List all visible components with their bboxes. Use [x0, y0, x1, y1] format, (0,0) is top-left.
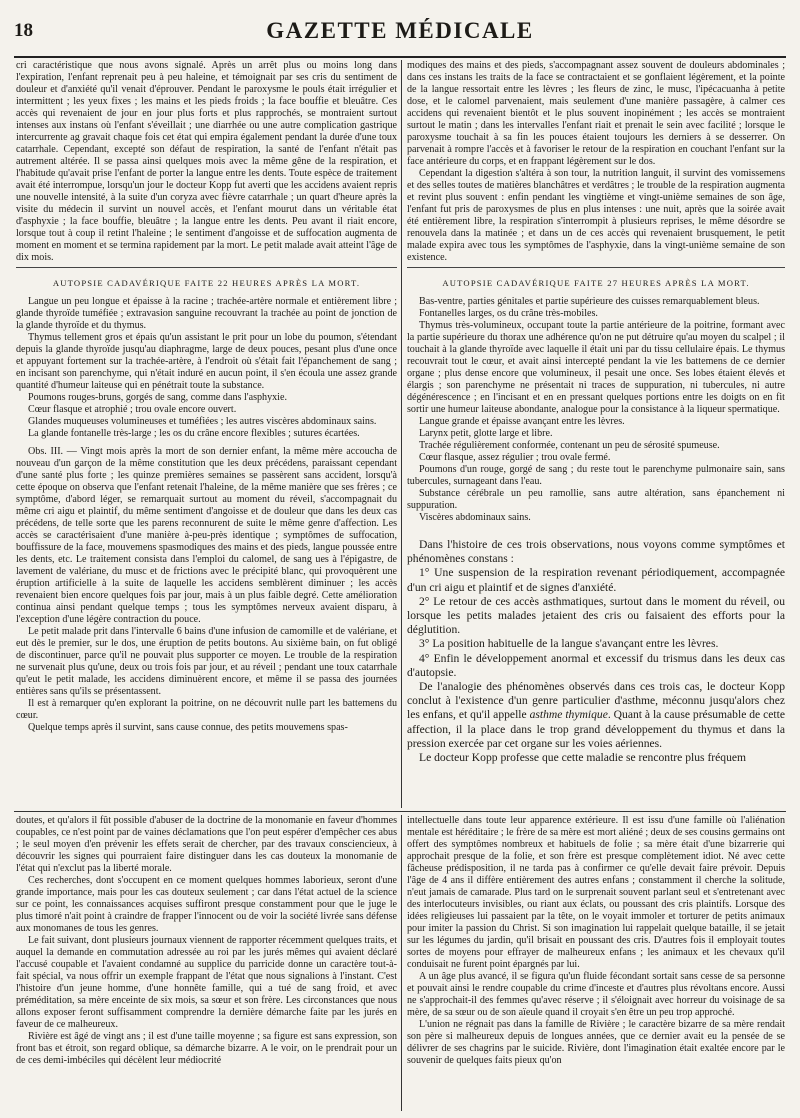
autopsy-heading: AUTOPSIE CADAVÉRIQUE FAITE 27 HEURES APRÈS LA MORT. [442, 278, 750, 288]
article-paragraph: Rivière est âgé de vingt ans ; il est d'une taille moyenne ; sa figure est sans expression, son front bas et étroit, son regard oblique, sa démarche bizarre. A le voir, on le prendrait pour un de ces demi-imbéciles qui décèlent leur médiocrité [16, 1031, 397, 1066]
autopsy-finding: Bas-ventre, parties génitales et partie supérieure des cuisses remarquablement bleus. [419, 296, 760, 307]
autopsy-finding: Cœur flasque, assez régulier ; trou ovale fermé. [419, 452, 611, 463]
page-number: 18 [14, 20, 33, 41]
autopsy-finding: Trachée régulièrement conformée, contenant un peu de sérosité spumeuse. [419, 440, 720, 451]
autopsy-finding: Cœur flasque et atrophié ; trou ovale encore ouvert. [28, 404, 237, 415]
column-divider [401, 60, 402, 808]
column-divider [401, 815, 402, 1111]
symptom-item: 3° La position habituelle de la langue s'avançant entre les lèvres. [419, 637, 719, 651]
summary-intro: Dans l'histoire de ces trois observations, nous voyons comme symptômes et phénomènes constans : [407, 538, 785, 566]
autopsy-finding: Viscères abdominaux sains. [419, 512, 531, 523]
conclusion-paragraph [407, 680, 785, 751]
autopsy-heading: AUTOPSIE CADAVÉRIQUE FAITE 22 HEURES APRÈS LA MORT. [52, 278, 361, 288]
closing-paragraph: Le docteur Kopp professe que cette maladie se rencontre plus fréquem [419, 751, 747, 765]
article-paragraph: Le fait suivant, dont plusieurs journaux viennent de rapporter récemment quelques traits, et auquel la demande en commutation adressée au roi par les jurés mêmes qui avaient déclaré l'accusé coupable et l'avaient condamné au supplice du parricide donne un caractère tout-à-fait spécial, va nous offrir un exemple frappant de l'état que nous signalions à l'instant. C'est l'histoire d'un jeune homme, d'une honnête famille, qui a tué de sang froid, et avec préméditation, sa mère enceinte de six mois, sa sœur et son frère. Les circonstances que nous allons exposer feront suffisamment comprendre la dernière démarche faite par les jurés en faveur de ce malheureux. [16, 935, 397, 1030]
autopsy-finding: Thymus tellement gros et épais qu'un assistant le prit pour un lobe du poumon, s'étendant depuis la glande thyroïde jusqu'au diaphragme, large de deux pouces, pesant plus d'une once et appuyant fortement sur la trachée-artère, à l'endroit où s'était fait l'épanchement de sang ; en incisant son parenchyme, qui n'était induré en aucun point, il s'en écoula une assez grande quantité d'humeur laiteuse qui en pénétrait toute la substance. [16, 332, 397, 391]
symptom-item: 4° Enfin le développement anormal et excessif du trismus dans les deux cas d'autopsie. [407, 651, 785, 679]
case-paragraph: cri caractéristique que nous avons signalé. Après un arrêt plus ou moins long dans l'expiration, l'enfant reprenait peu à peu haleine, et témoignait par ses cris du sentiment de douleur et d'anxiété qu'il venait d'éprouver. Pendant le paroxysme le pouls était irrégulier et intermittent ; les yeux fixes ; les mains et les pieds froids ; la face bouffie et bleuâtre. Ces accès qui revenaient de jour en jour plus forts et plus rapprochés, se montraient surtout intenses aux instans où l'enfant s'éveillait ; une diarrhée ou une autre complication gastrique intercurrente ag gravait chaque fois cet état qui empira également pendant la durée d'une toux catarrhale. Cependant, excepté son défaut de respiration, la santé de l'enfant n'était pas autrement altérée. Il se passa ainsi quelques mois avec la même gêne de la respiration, et l'habitude qu'avait prise l'enfant de porter la langue entre les dents. Toute espèce de traitement avait été interrompue, lorsqu'un jour le docteur Kopp fut averti que les accidens avaient repris une nouvelle intensité, à la suite d'un coryza avec fièvre catarrhale ; un quart d'heure après la visite du médecin il survint un nouvel accès, et l'enfant mourut dans un véritable état d'asphyxie ; la face bouffie, bleuâtre ; la langue entre les dents. Peu avant il riait encore, lorsque tout à coup il retint l'haleine ; le sentiment d'angoisse et de suffocation augmenta de moment en moment et se termina rapidement par la mort. Le petit malade avait atteint l'âge de dix mois. [16, 60, 397, 263]
symptom-item: 2° Le retour de ces accès asthmatiques, surtout dans le moment du réveil, ou lorsque les petits malades jetaient des cris ou faisaient des efforts pour la déglutition. [407, 594, 785, 637]
column-left-top [16, 60, 397, 808]
symptom-item: 1° Une suspension de la respiration revenant périodiquement, accompagnée d'un cri aigu et plaintif et de signes d'anxiété. [407, 566, 785, 594]
column-right-bottom [407, 815, 785, 1111]
article-paragraph: Ces recherches, dont s'occupent en ce moment quelques hommes laborieux, seront d'une grande importance, mais pour les cas douteux seulement ; car dans l'état actuel de la science sur ce point, les connaissances acquises suffiront presque constamment pour que le juge le plus timoré n'ait point à craindre de frapper l'innocent ou de voir la société livrée sans défense aux monomanes de tous les genres. [16, 875, 397, 934]
autopsy-finding: Poumons d'un rouge, gorgé de sang ; du reste tout le parenchyme pulmonaire sain, sans tubercules, surnageant dans l'eau. [407, 464, 785, 487]
autopsy-finding: Fontanelles larges, os du crâne très-mobiles. [419, 308, 598, 319]
case-paragraph: modiques des mains et des pieds, s'accompagnant assez souvent de douleurs abdominales ; dans ces instans les traits de la face se contractaient et se gonflaient légèrement, et la pointe de la langue ressortait entre les lèvres ; les fleurs de zinc, le musc, l'ipécacuanha à petite dose, et le calomel parvenaient, mais seulement d'une manière passagère, à calmer ces accidens qui revenaient bientôt et le plus souvent inopinément ; les accès se montraient surtout le matin ; dans les intervalles l'enfant riait et prenait le sein avec facilité ; lorsque le paroxysme touchait à sa fin les pouces étaient toujours les derniers à se desserrer. On parvenait à rompre l'accès et à favoriser le retour de la respiration en couchant l'enfant sur la face antérieure du corps, et en frappant légèrement sur le dos. [407, 60, 785, 167]
section-rule [16, 267, 397, 268]
conclusion-text: De l'analogie des phénomènes observés dans ces trois cas, le docteur Kopp conclut à l'existence d'un genre particulier d'asthme, méconnu jusqu'alors chez les enfans, et qu'il appelle [407, 680, 785, 722]
autopsy-finding: Substance cérébrale un peu ramollie, sans autre altération, sans épanchement ni suppuration. [407, 488, 785, 511]
autopsy-finding: Langue grande et épaisse avançant entre les lèvres. [419, 416, 625, 427]
observation-paragraph: Obs. III. — Vingt mois après la mort de son dernier enfant, la même mère accoucha de nouveau d'un garçon de la même constitution que les deux précédens, paraissant cependant d'une santé plus forte ; les quinze premières semaines se passèrent sans accident, lorsqu'à cette époque on observa que l'enfant retenait l'haleine, de la même manière que ses frères ; ce symptôme, d'abord léger, se remarquait surtout au moment du réveil, s'accompagnait du même cri aigu et plaintif, du même sentiment d'angoisse et de douleur que dans les deux cas précédens, de telle sorte que les parens reconnurent de suite le même genre d'affection. Les accès se caractérisaient d'une manière à-peu-près identique ; symptômes de suffocation, bouffissure de la face, mouvemens spasmodiques des mains et des pieds, langue poussée entre les dents, etc. Le traitement consista dans l'emploi du calomel, de sang ues à l'épigastre, de lavement de valériane, du musc et de frictions avec le précipité blanc, qui provoquèrent une éruption artificielle à la suite de laquelle les accidens semblèrent diminuer ; les accès revenaient bien encore quelques fois par jour, mais à un plus faible degré. Cette amélioration continua ainsi pendant quelque temps ; tous les symptômes nerveux avaient disparu, à l'exception d'une légère contraction du pouce. [16, 446, 397, 625]
summary-section [407, 538, 785, 765]
masthead-title: GAZETTE MÉDICALE [266, 18, 534, 43]
case-paragraph: Cependant la digestion s'altéra à son tour, la nutrition languit, il survint des vomissemens et des selles toutes de matières blanchâtres et verdâtres ; le trouble de la respiration augmenta et revint plus souvent : enfin pendant les vingtième et vingt-unième semaines de son âge, l'enfant fut pris de paroxysmes de plus en plus intenses : une nuit, après que la soirée avait été entièrement libre, la respiration s'interrompit à plusieurs reprises, le même désordre se renouvela dans la matinée ; et dans un de ces accès qui revenaient brusquement, le petit malade expira avec tous les symptômes de l'asphyxie, dans la vingt-unième semaine de son existence. [407, 168, 785, 263]
article-paragraph: intellectuelle dans toute leur apparence extérieure. Il est issu d'une famille où l'aliénation mentale est héréditaire ; le frère de sa mère est mort aliéné ; deux de ses cousins germains ont offert des symptômes nombreux et habituels de folie ; sa mère était d'une bizarrerie qui approchait presque de la folie, et son frère est presque complètement idiot. Né avec cette fâcheuse prédisposition, il ne tarda pas à confirmer ce qu'elle devait faire prévoir. Depuis l'âge de 4 ans il diffère entièrement des autres enfans ; constamment il cherche la solitude, n'eut jamais de camarade. Plus tard on le surprenait souvent parlant seul et s'entretenant avec des interlocuteurs invisibles, ou riant aux éclats, ou poussant des cris plaintifs. Lorsque des idées religieuses lui passaient par la tête, on le voyait immoler et torturer de petits animaux pour imiter la passion du Christ. Si son imagination lui rappelait quelque bataille, il se jetait sur les légumes du jardin, qu'il brisait en poussant des cris. D'autres fois il employait toutes sortes de moyens pour effrayer de malheureux enfans ; les animaux et les chevaux qu'il conduisait ne furent point épargnés par lui. [407, 815, 785, 970]
autopsy-finding: Langue un peu longue et épaisse à la racine ; trachée-artère normale et entièrement libre ; glande thyroïde tuméfiée ; extravasion sanguine recouvrant la trachée au point de jonction de la glande thyroïde et du thymus. [16, 296, 397, 331]
disease-term: asthme thymique [529, 708, 608, 722]
autopsy-finding: Poumons rouges-bruns, gorgés de sang, comme dans l'asphyxie. [28, 392, 287, 403]
page-header [14, 20, 786, 50]
observation-paragraph: Il est à remarquer qu'en explorant la poitrine, on ne découvrit nulle part les battemens du cœur. [16, 698, 397, 721]
header-rule [14, 56, 786, 58]
article-paragraph: A un âge plus avancé, il se figura qu'un fluide fécondant sortait sans cesse de sa personne et pouvait ainsi le rendre coupable du crime d'inceste et d'autres plus révoltans encore. Aussi ne s'approchait-il des femmes qu'avec réserve ; il s'éloignait avec horreur du voisinage de sa mère, de sa sœur ou de son aïeule quand il croyait s'en être un peu trop approché. [407, 971, 785, 1018]
conclusion-text-end: . Quant à la cause présumable de cette affection, il la place dans le trop grand développement du thymus et dans la pression exercée par cet organe sur les voies aériennes. [407, 708, 785, 750]
column-left-bottom [16, 815, 397, 1111]
autopsy-finding: La glande fontanelle très-large ; les os du crâne encore flexibles ; sutures écartées. [28, 428, 360, 439]
observation-paragraph: Le petit malade prit dans l'intervalle 6 bains d'une infusion de camomille et de valériane, et eut dès le premier, sur le dos, une éruption de petits boutons. Au sixième bain, on fut obligé de discontinuer, parce qu'il ne pouvait plus supporter ce moyen. Le trouble de la respiration ne survenait plus qu'une, deux ou trois fois par jour, et au réveil ; pendant une toux catarrhale qu'eut le petit malade, les accidens diminuèrent encore, et même il se passa des journées entières sans qu'ils se présentassent. [16, 626, 397, 697]
section-divider-rule [14, 811, 786, 812]
section-rule [407, 267, 785, 268]
article-paragraph: doutes, et qu'alors il fût possible d'abuser de la doctrine de la monomanie en faveur d'hommes coupables, ce n'est point par de vaines déclamations que l'on peut espérer d'empêcher ces abus ; le seul moyen d'en prévenir les effets serait de chercher, par des travaux consciencieux, à découvrir les signes qui pourraient faire distinguer dans les cas douteux la monomanie de l'état qui n'exclut pas la liberté morale. [16, 815, 397, 874]
autopsy-finding: Larynx petit, glotte large et libre. [419, 428, 553, 439]
autopsy-finding: Thymus très-volumineux, occupant toute la partie antérieure de la poitrine, formant avec la partie supérieure du thorax une adhérence qu'on ne put détruire qu'au moyen du scalpel ; il touchait à la glande thyroïde avec laquelle il était uni par du tissu cellulaire épais. Le thymus recouvrait tout le cœur, et avait ainsi intercepté pendant la vie les battemens de ce dernier organe ; plus dense encore que volumineux, il pesait une once. Ses lobes étaient élevés et élargis ; son parenchyme ne présentait ni traces de suppuration, ni tubercules, ni autre dégénérescence ; en l'incisant et en en pressant quelques portions entre les doigts on en fit sortir une humeur laiteuse abondante, analogue pour la consistance à la liqueur spermatique. [407, 320, 785, 415]
observation-paragraph: Quelque temps après il survint, sans cause connue, des petits mouvemens spas- [28, 722, 348, 733]
column-right-top [407, 60, 785, 808]
autopsy-finding: Glandes muqueuses volumineuses et tuméfiées ; les autres viscères abdominaux sains. [28, 416, 377, 427]
article-paragraph: L'union ne régnait pas dans la famille de Rivière ; le caractère bizarre de sa mère rendait son père si malheureux depuis de longues années, que ce dernier avait eu la pensée de se délivrer de ses chagrins par le suicide. Rivière, dont l'imagination était exaltée encore par le souvenir de quelques faits pieux qu'on [407, 1019, 785, 1066]
